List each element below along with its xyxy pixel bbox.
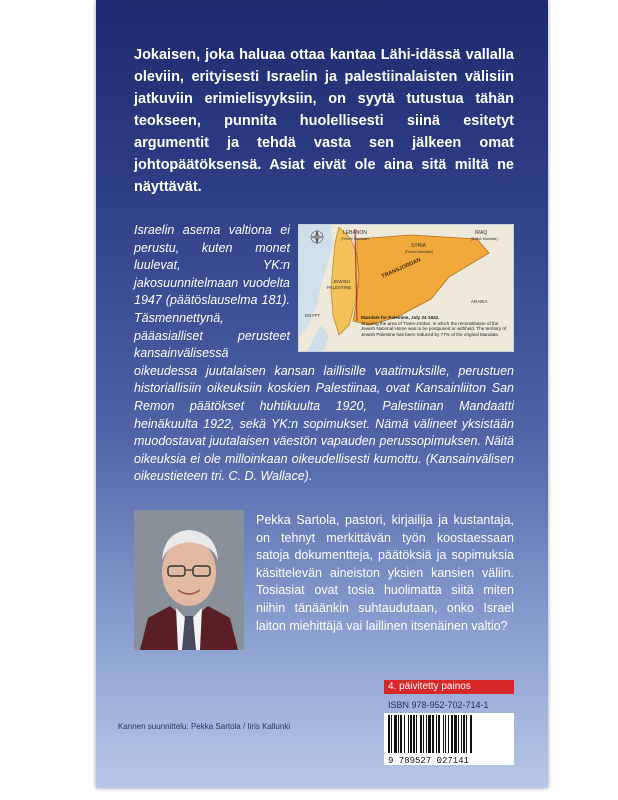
barcode-bars bbox=[384, 713, 514, 765]
map-caption-title: Mandate for Palestine, July 24 1922. bbox=[361, 315, 440, 320]
label-egypt: EGYPT bbox=[305, 313, 321, 318]
label-lebanon: LEBANON bbox=[343, 230, 367, 236]
cover-credit: Kannen suunnittelu: Pekka Sartola / Iiris Kallunki bbox=[118, 722, 291, 731]
map-caption-body: Showing the area of Trans-Jordan, in which the reconstitution of the Jewish National Home was to be postponed or withheld. The territory of Jewish Palestine has been reduced by 77% of the original Mandate. bbox=[361, 320, 507, 337]
barcode bbox=[384, 713, 514, 765]
intro-paragraph: Jokaisen, joka haluaa ottaa kantaa Lähi-idässä vallalla oleviin, erityisesti Israelin ja palestiinalaisten välisiin jatkuviin erimielisyyksiin, on syytä tutustua tähän teokseen, punnita huolellisesti siinä esitetyt argumentit ja tehdä vasta sen jälkeen omat johtopäätöksensä. Asiat eivät ole aina sitä miltä ne näyttävät. bbox=[134, 47, 514, 195]
label-lebanon-sub: (French Mandate) bbox=[341, 237, 369, 241]
quote-paragraph: Israelin asema valtiona ei perustu, kuten monet luulevat, YK:n jakosuunnitelmaan vuodelta 1947 (päätöslauselma 181). Täsmennettynä, pääasialliset perusteet kansainvälisessä oikeudessa juutalaisen kansan laillisille vaatimuksille, perustuen historiallisiin oikeuksiin koskien Palestiinaa, ovat Kansainliiton San Remon päätökset huhtikuulta 1920, Palestiinan Mandaatti heinäkuulta 1922, sekä YK:n sopimukset. Nämä välineet yksistään muodostavat juutalaisen väestön vapauden perussopimuksen. Näitä oikeuksia ei ole milloinkaan oikeudellisesti kumottu. (Kansainvälisen oikeustieteen tri. C. D. Wallace). bbox=[134, 223, 514, 484]
label-syria-sub: (French Mandate) bbox=[405, 250, 433, 254]
edition-badge: 4. päivitetty painos bbox=[384, 680, 514, 694]
map-caption bbox=[361, 315, 509, 337]
label-transjordan: TRANSJORDAN bbox=[380, 257, 422, 280]
label-palestine: PALESTINE bbox=[327, 285, 352, 290]
label-jewish: JEWISH bbox=[333, 279, 351, 284]
author-bio: Pekka Sartola, pastori, kirjailija ja kustantaja, on tehnyt merkittävän työn koostaessaan satoja dokumentteja, päätöksiä ja sopimuksia käsittelevän aineiston yksien kansien väliin. Tosiasiat ovat tosia huolimatta siitä miten niihin tänäänkin suhtaudutaan, onko Israel laiton miehittäjä vai laillinen itsenäinen valtio? bbox=[256, 513, 514, 633]
author-portrait-graphic bbox=[134, 510, 244, 650]
isbn-text: ISBN 978-952-702-714-1 bbox=[388, 700, 489, 710]
label-iraq: IRAQ bbox=[475, 230, 488, 236]
label-arabia: ARABIA bbox=[471, 299, 488, 304]
quote-block bbox=[134, 222, 514, 498]
label-iraq-sub: (British Mandate) bbox=[471, 237, 498, 241]
author-photo bbox=[134, 510, 244, 650]
label-syria: SYRIA bbox=[411, 243, 427, 249]
mandate-map bbox=[298, 224, 514, 352]
book-back-cover bbox=[96, 0, 548, 788]
barcode-number: 9 789527 027141 bbox=[388, 756, 470, 765]
